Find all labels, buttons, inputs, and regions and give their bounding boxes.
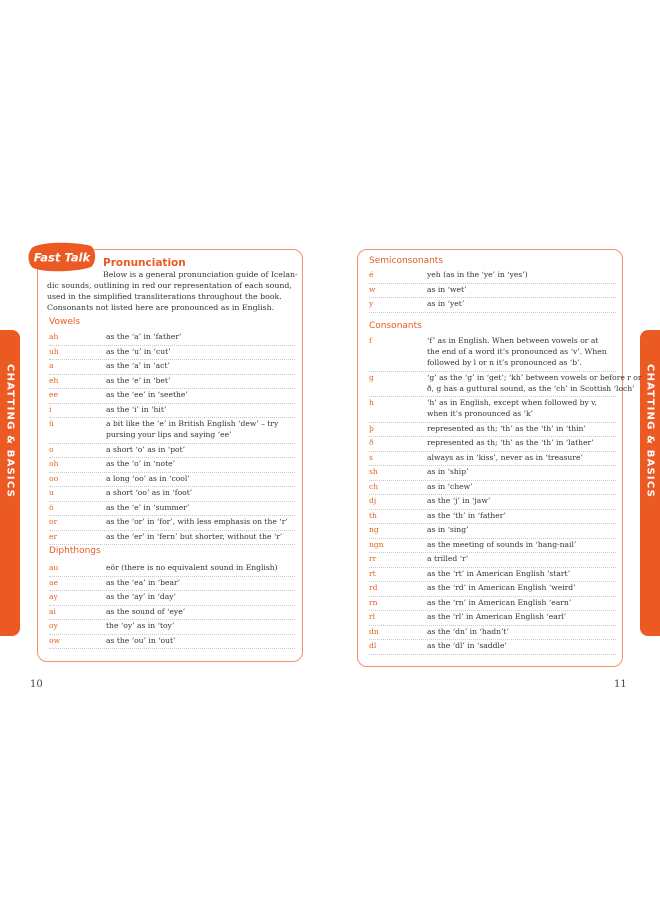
sound-description: as the ‘i’ in ‘hit’	[106, 404, 167, 414]
chapter-label-right: CHATTING & BASICS	[644, 364, 656, 498]
sound-description: ‘f’ as in English. When between vowels or at	[427, 336, 599, 345]
row-divider	[49, 501, 295, 502]
sound-key: oy	[49, 621, 58, 630]
sound-key: th	[369, 510, 377, 520]
row-divider	[49, 359, 295, 360]
row-divider	[369, 654, 616, 655]
sound-description: as the ‘u’ in ‘cut’	[106, 346, 171, 356]
intro-line: used in the simplified transliterations throughout the book.	[47, 292, 282, 301]
sound-description: as the ‘e’ in ‘summer’	[106, 502, 190, 512]
sound-description: as the ‘dn’ in ‘hadn’t’	[427, 626, 509, 636]
sound-description: a short ‘oo’ as in ‘foot’	[106, 488, 193, 497]
sound-description: a short ‘o’ as in ‘pot’	[106, 444, 186, 454]
sound-description: as in ‘wet’	[427, 284, 467, 294]
row-divider	[369, 465, 616, 466]
row-divider	[369, 283, 616, 284]
sound-key: eh	[49, 375, 59, 385]
row-divider	[49, 619, 295, 620]
row-divider	[369, 523, 616, 524]
sound-key: ch	[369, 481, 379, 491]
sound-description: the end of a word it’s pronounced as ‘v’. When	[427, 347, 607, 356]
sound-key: ae	[49, 577, 59, 587]
row-divider	[49, 648, 295, 649]
page-number-left: 10	[30, 679, 43, 690]
sound-description: yeh (as in the ‘ye’ in ‘yes’)	[427, 270, 528, 279]
row-divider	[49, 472, 295, 473]
sound-description: as the ‘or’ in ‘for’, with less emphasis on the ‘r’	[106, 517, 288, 526]
sound-description: as in ‘ship’	[427, 467, 469, 476]
sound-description: followed by l or n it’s pronounced as ‘b’.	[427, 358, 582, 367]
sound-key: ow	[49, 635, 61, 645]
sound-description: as the ‘a’ in ‘father’	[106, 332, 182, 341]
sound-key: f	[369, 336, 372, 345]
row-divider	[49, 443, 295, 444]
sound-key: rd	[369, 583, 378, 592]
row-divider	[49, 634, 295, 635]
sound-description: as in ‘chew’	[427, 481, 473, 491]
sound-description: the ‘oy’ as in ‘toy’	[106, 621, 175, 630]
row-divider	[49, 486, 295, 487]
vowels-heading: Vowels	[49, 317, 81, 327]
sound-key: sh	[369, 467, 378, 476]
sound-description: as in ‘sing’	[427, 525, 469, 534]
row-divider	[49, 403, 295, 404]
row-divider	[369, 480, 616, 481]
sound-key: dj	[369, 496, 377, 505]
sound-description: a trilled ‘r’	[427, 554, 469, 563]
sound-description: as the ‘a’ in ‘act’	[106, 361, 170, 370]
sound-key: rl	[369, 612, 376, 621]
sound-key: y	[369, 299, 374, 308]
sound-description: as the ‘rt’ in American English ‘start’	[427, 568, 571, 578]
sound-key: é	[369, 270, 374, 279]
sound-description: a bit like the ‘e’ in British English ‘dew’ – try	[106, 419, 279, 428]
row-divider	[369, 436, 616, 437]
sound-key: ay	[49, 592, 58, 601]
sound-description: a long ‘oo’ as in ‘cool’	[106, 473, 190, 483]
sound-key: a	[49, 361, 54, 370]
sound-description: ‘g’ as the ‘g’ in ‘get’; ‘kh’ between vowels or before r or	[427, 372, 642, 382]
sound-key: ü	[49, 419, 54, 428]
row-divider	[49, 374, 295, 375]
semiconsonants-heading: Semiconsonants	[369, 256, 444, 266]
sound-key: o	[49, 444, 54, 454]
row-divider	[49, 544, 295, 545]
sound-description: represented as th; ‘th’ as the ‘th’ in ‘thin’	[427, 423, 586, 433]
intro-line: dic sounds, outlining in red our representation of each sound,	[47, 281, 292, 290]
sound-key: ö	[49, 502, 54, 512]
sound-description: as the ‘rl’ in American English ‘earl’	[427, 612, 567, 621]
sound-key: i	[49, 404, 52, 414]
row-divider	[369, 625, 616, 626]
row-divider	[369, 509, 616, 510]
sound-description: as the sound of ‘eye’	[106, 606, 186, 616]
sound-key: ai	[49, 606, 56, 616]
sound-key: dl	[369, 641, 377, 650]
row-divider	[369, 396, 616, 397]
sound-key: rn	[369, 597, 378, 607]
sound-description: as the ‘er’ in ‘fern’ but shorter, without the ‘r’	[106, 531, 283, 541]
row-divider	[369, 639, 616, 640]
row-divider	[49, 457, 295, 458]
row-divider	[369, 552, 616, 553]
sound-key: ð	[369, 438, 374, 447]
sound-description: as the ‘ou’ in ‘out’	[106, 635, 176, 645]
sound-description: ð, g has a guttural sound, as the ‘ch’ in Scottish ‘loch’	[427, 383, 635, 393]
row-divider	[369, 581, 616, 582]
table-row	[369, 336, 616, 373]
sound-description: as the ‘e’ in ‘bet’	[106, 375, 171, 385]
sound-description: represented as th; ‘th’ as the ‘th’ in ‘lather’	[427, 438, 594, 447]
sound-key: þ	[369, 423, 374, 433]
row-divider	[369, 494, 616, 495]
row-divider	[369, 422, 616, 423]
sound-description: as the ‘rn’ in American English ‘earn’	[427, 597, 572, 607]
sound-key: w	[369, 284, 376, 294]
row-divider	[49, 345, 295, 346]
sound-key: ee	[49, 390, 58, 399]
row-divider	[49, 605, 295, 606]
sound-description: when it’s pronounced as ‘k’	[427, 409, 533, 418]
page-title: Pronunciation	[103, 257, 186, 269]
sound-key: g	[369, 372, 374, 382]
sound-key: oh	[49, 459, 59, 468]
sound-description: as the ‘o’ in ‘note’	[106, 459, 176, 468]
sound-description: eör (there is no equivalent sound in English)	[106, 563, 278, 572]
sound-key: rt	[369, 568, 376, 578]
intro-line: Below is a general pronunciation guide of Icelan-	[103, 270, 298, 279]
table-row	[369, 372, 642, 399]
sound-key: ngn	[369, 539, 384, 549]
row-divider	[49, 515, 295, 516]
sound-key: er	[49, 531, 58, 541]
row-divider	[369, 610, 616, 611]
row-divider	[369, 538, 616, 539]
fast-talk-badge	[27, 241, 97, 273]
sound-description: pursing your lips and saying ‘ee’	[106, 430, 232, 439]
sound-description: as the ‘th’ in ‘father’	[427, 510, 506, 520]
chapter-label-left: CHATTING & BASICS	[4, 364, 16, 498]
sound-description: as the ‘rd’ in American English ‘weird’	[427, 583, 576, 592]
row-divider	[49, 590, 295, 591]
row-divider	[369, 297, 616, 298]
table-row	[369, 398, 616, 424]
row-divider	[369, 312, 616, 313]
row-divider	[369, 567, 616, 568]
consonants-heading: Consonants	[369, 321, 422, 331]
sound-key: dn	[369, 626, 379, 636]
sound-key: u	[49, 488, 54, 497]
sound-key: ng	[369, 525, 379, 534]
page-number-right: 11	[614, 679, 627, 690]
row-divider	[49, 388, 295, 389]
row-divider	[369, 596, 616, 597]
row-divider	[49, 530, 295, 531]
sound-description: as the meeting of sounds in ‘hang-nail’	[427, 539, 577, 549]
sound-description: as the ‘dl’ in ‘saddle’	[427, 641, 507, 650]
table-row	[49, 419, 295, 445]
sound-key: rr	[369, 554, 377, 563]
sound-key: h	[369, 398, 374, 407]
sound-description: as in ‘yet’	[427, 299, 465, 308]
fast-talk-label: Fast Talk	[33, 250, 91, 265]
row-divider	[49, 576, 295, 577]
sound-description: always as in ‘kiss’, never as in ‘treasure’	[427, 452, 583, 462]
sound-description: ‘h’ as in English, except when followed by v,	[427, 398, 597, 407]
sound-key: au	[49, 563, 59, 572]
intro-line: Consonants not listed here are pronounced as in English.	[47, 303, 275, 312]
sound-key: uh	[49, 346, 59, 356]
sound-description: as the ‘j’ in ‘jaw’	[427, 496, 491, 505]
row-divider	[369, 371, 616, 372]
sound-description: as the ‘ay’ in ‘day’	[106, 592, 176, 601]
row-divider	[49, 417, 295, 418]
sound-description: as the ‘ee’ in ‘seethe’	[106, 390, 188, 399]
diphthongs-heading: Diphthongs	[49, 546, 101, 556]
sound-description: as the ‘ea’ in ‘bear’	[106, 577, 181, 587]
sound-key: s	[369, 452, 373, 462]
sound-key: oo	[49, 473, 59, 483]
sound-key: ah	[49, 332, 59, 341]
row-divider	[369, 451, 616, 452]
sound-key: or	[49, 517, 58, 526]
